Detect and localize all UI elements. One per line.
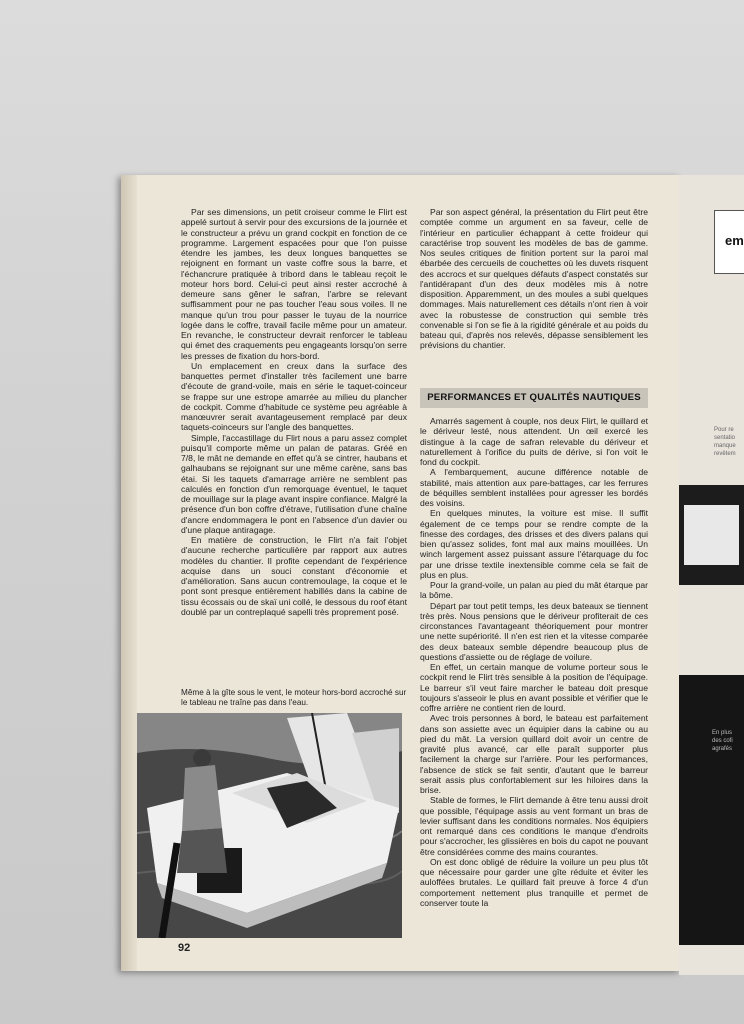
paragraph: En effet, un certain manque de volume porteur sous le cockpit rend le Flirt très sensible à la position de l'équipage. Le barreur s'il veut faire marcher le bateau doit presque toujours s'asseoir le plus en avant possible et vérifier que le coffre arrière ne contient rien de lourd. (420, 662, 648, 713)
paragraph: Départ par tout petit temps, les deux bateaux se tiennent très près. Nous pensions que le dériveur profiterait de ces circonstances l'avantageant théoriquement pour montrer une nette supériorité. Il n'en est rien et la vitesse comparée des deux bateaux semble dépendre beaucoup plus de questions d'assiette ou de réglage de voilure. (420, 600, 648, 662)
paragraph: Avec trois personnes à bord, le bateau est parfaitement dans son assiette avec un équipier dans la cabine ou au pied du mât. La version quillard doit avoir un centre de gravité plus avancé, car elle paraît supporter plus facilement la charge sur l'arrière. Pour les performances, l'absence de stick se fait sentir, d'autant que le barreur serait assis plus confortablement sur les hiloires dans la brise. (420, 713, 648, 795)
neighbor-text-fragment: revêtem (714, 451, 736, 457)
neighbor-text-fragment: manque (714, 443, 736, 449)
neighbor-text-fragment: sentatio (714, 435, 736, 441)
paragraph: Un emplacement en creux dans la surface des banquettes permet d'installer très facilement une barre d'écoute de grand-voile, mais en série le taquet-coinceur se frappe sur une estrope amarrée au milieu du plancher de cockpit. Comme d'habitude ce système peu agréable à manœuvrer serait avantageusement remplacé par deux taquets-coinceurs sur l'angle des banquettes. (181, 360, 407, 433)
paragraph: En matière de construction, le Flirt n'a fait l'objet d'aucune recherche particulière par rapport aux autres modèles du chantier. Il profite cependant de l'expérience acquise dans un souci constant d'économie et d'amélioration. Sans aucun contremoulage, la coque et le pont sont presque entièrement habillés dans la cabine de tissu écossais ou de skaï uni collé, le dessous du roof étant doublé par un contreplaqué sapelli très proprement posé. (181, 535, 407, 617)
neighbor-text-fragment: des cofi (712, 738, 733, 744)
paragraph: Pour la grand-voile, un palan au pied du mât étarque par la bôme. (420, 580, 648, 601)
paragraph: En quelques minutes, la voiture est mise. Il suffit également de ce temps pour se rendre compte de la finesse des cordages, des drisses et des divers palans qui bien qu'assez solides, font mal aux mains mouillées. Un winch largement assez puissant assure l'étarquage du foc par une drisse textile inextensible comme cela se fait de plus en plus. (420, 508, 648, 580)
paragraph: Par ses dimensions, un petit croiseur comme le Flirt est appelé surtout à servir pour des excursions de la journée et le constructeur a prévu un grand cockpit en fonction de ce programme. Largement espacées pour que l'on puisse étendre les jambes, les deux longues banquettes se rejoignent en formant un vaste coffre sous la barre, et l'échancrure pratiquée à tribord dans le tableau reçoit le moteur hors bord. Celui-ci peut ainsi rester accroché à demeure sans gêner le safran, l'arbre se relevant suffisamment pour ne pas toucher l'eau sous voiles. Il ne manque qu'un trou pour passer le tuyau de la nourrice logée dans le coffre, travail facile même pour un amateur. En revanche, le constructeur devrait renforcer le tableau qui émet des craquements peu engageants lorsqu'on serre les presses de fixation du hors-bord. (181, 207, 407, 361)
neighbor-page-strip (679, 175, 744, 975)
neighbor-text-fragment: Pour re (714, 427, 734, 433)
paragraph: Simple, l'accastillage du Flirt nous a paru assez complet puisqu'il comporte même un palan de pataras. Gréé en 7/8, le mât ne demande en effet qu'à se cintrer, haubans et galhaubans se rejoignant sur une même carène, sans bas étai. Si les taquets d'amarrage arrière ne semblent pas calculés en fonction d'un remorquage éventuel, le taquet de mouillage sur la plage avant inspire confiance. Malgré la présence d'un bon coffre d'étrave, l'utilisation d'une chaîne d'ancre endommagera le pont en l'absence d'un davier ou d'une plaque antiragage. (181, 432, 407, 535)
neighbor-text-fragment: agrafés (712, 746, 733, 752)
neighbor-text-fragment: En plus (712, 730, 733, 736)
sailboat-photo (137, 713, 402, 938)
article-column-right-bottom (420, 416, 648, 908)
page-number: 92 (178, 942, 191, 954)
article-column-left (181, 207, 407, 687)
paragraph: Amarrés sagement à couple, nos deux Flirt, le quillard et le dériveur lesté, nous attendent. Un œil exercé les distingue à la cage de safran relevable du dériveur et naturellement à l'orifice du puits de dérive, si l'on voit le fond du cockpit. (420, 416, 648, 467)
article-column-right-top (420, 207, 648, 351)
paragraph: A l'embarquement, aucune différence notable de stabilité, mais attention aux pare-battages, car les ferrures de béquilles semblent installées pour agresser les bordés des voisins. (420, 467, 648, 508)
photo-caption: Même à la gîte sous le vent, le moteur hors-bord accroché sur le tableau ne traîne pas dans l'eau. (181, 688, 407, 707)
neighbor-heading-fragment: em (725, 233, 744, 248)
paragraph: On est donc obligé de réduire la voilure un peu plus tôt que nécessaire pour garder une gîte réduite et éviter les auloffées brutales. Le quillard fait preuve à force 4 d'un comportement nettement plus tranquille et permet de conserver toute la (420, 856, 648, 908)
neighbor-photo-light (684, 505, 739, 565)
paragraph: Stable de formes, le Flirt demande à être tenu aussi droit que possible, l'équipage assis au vent formant un bras de levier suffisant dans les conditions normales. Nos équipiers ont remarqué dans ces conditions le manque d'endroits pour s'accrocher, les glissières en bois du capot ne pouvant être considérées comme des mains courantes. (420, 795, 648, 857)
page-binding-edge (121, 175, 137, 971)
paragraph: Par son aspect général, la présentation du Flirt peut être comptée comme un argument en sa faveur, celle de l'intérieur en particulier échappant à cette froideur qui caractérise trop souvent les modèles de bas de gamme. Nos seules critiques de finition portent sur la paroi mal ébarbée des cercueils de couchettes où les duvets risquent des accrocs et sur quelques défauts d'aspect constatés sur l'antidérapant d'un des deux modèles mis à notre disposition. Apparemment, un des moules a subi quelques dommages. Mais naturellement ces détails n'ont rien à voir avec la robustesse de construction qui semble très convenable si l'on se fie à la rigidité générale et au poids du bateau qui, d'après nos relevés, dépasse sensiblement les prévisions du chantier. (420, 207, 648, 351)
sailboat-illustration (137, 713, 402, 938)
section-heading: PERFORMANCES ET QUALITÉS NAUTIQUES (420, 388, 648, 408)
neighbor-photo-dark (679, 675, 744, 945)
